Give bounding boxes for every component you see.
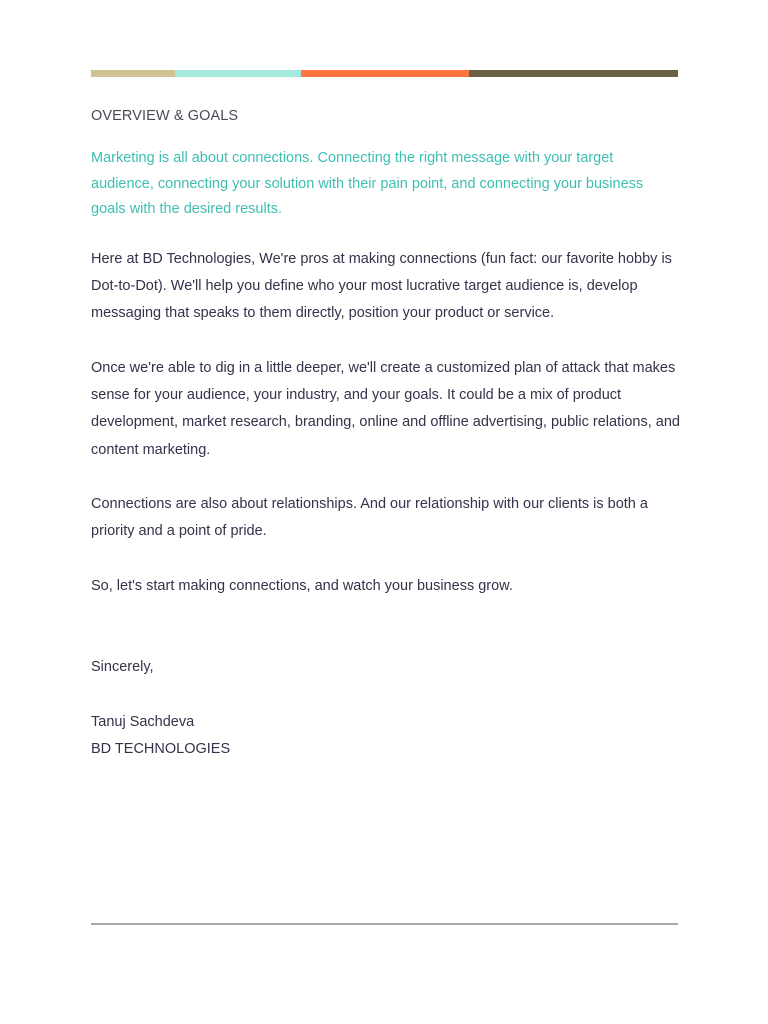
color-bar-segment-tan xyxy=(91,70,175,77)
closing-salutation: Sincerely, xyxy=(91,659,154,675)
body-paragraph-3: Connections are also about relationships. And our relationship with our clients is both a priority and a point of pride. xyxy=(91,496,648,540)
color-bar-segment-orange xyxy=(301,70,469,77)
signature-company: BD TECHNOLOGIES xyxy=(91,741,231,757)
footer-divider xyxy=(91,923,678,925)
intro-paragraph: Marketing is all about connections. Connecting the right message with your target audience, connecting your solution with their pain point, and connecting your business goals with the desired results. xyxy=(91,150,644,217)
color-bar-segment-brown xyxy=(469,70,678,77)
section-heading: OVERVIEW & GOALS xyxy=(91,108,239,124)
color-bar-segment-mint xyxy=(175,70,301,77)
body-paragraph-1: Here at BD Technologies, We're pros at making connections (fun fact: our favorite hobby is Dot-to-Dot). We'll help you define who your most lucrative target audience is, develop messaging that speaks to them directly, position your product or service. xyxy=(91,251,672,322)
signature-name: Tanuj Sachdeva xyxy=(91,714,195,730)
body-paragraph-2: Once we're able to dig in a little deeper, we'll create a customized plan of attack that makes sense for your audience, your industry, and your goals. It could be a mix of product development, market research, branding, online and offline advertising, public relations, and content marketing. xyxy=(91,360,680,458)
body-paragraph-4: So, let's start making connections, and watch your business grow. xyxy=(91,578,513,594)
header-color-bar xyxy=(91,70,678,77)
